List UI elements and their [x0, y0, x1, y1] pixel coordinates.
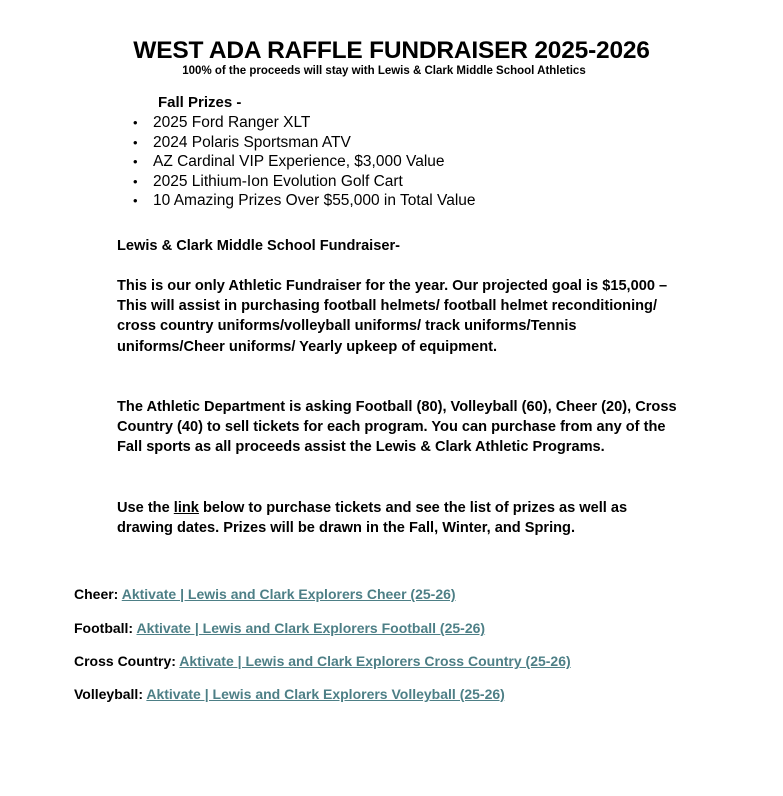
football-ticket-link[interactable]: Aktivate | Lewis and Clark Explorers Football (25-26) — [136, 620, 486, 636]
inline-link-word: link — [173, 500, 199, 516]
bullet-icon: • — [133, 115, 138, 130]
bullet-icon: • — [133, 193, 138, 208]
cheer-link-row — [74, 584, 456, 604]
bullet-icon: • — [133, 154, 138, 169]
volleyball-label: Volleyball: — [74, 686, 143, 702]
list-item: • 2025 Lithium-Ion Evolution Golf Cart — [133, 172, 403, 190]
football-label: Football: — [74, 620, 134, 636]
cross-country-label: Cross Country: — [74, 653, 176, 669]
cross-country-link-row — [74, 651, 571, 671]
bullet-icon: • — [133, 173, 138, 189]
list-item: • 2025 Ford Ranger XLT — [133, 114, 311, 131]
list-item: • 10 Amazing Prizes Over $55,000 in Total Value — [133, 192, 476, 209]
fundraiser-goal-paragraph: This is our only Athletic Fundraiser for the year. Our projected goal is $15,000 – This will assist in purchasing football helmets/ football helmet reconditioning/ cross country uniforms/volleyball uniforms/ track uniforms/Tennis uniforms/Cheer uniforms/ Yearly upkeep of equipment. — [117, 278, 668, 355]
document-title: WEST ADA RAFFLE FUNDRAISER 2025-2026 — [133, 37, 650, 64]
fall-prizes-list — [133, 113, 476, 211]
fundraiser-heading: Lewis & Clark Middle School Fundraiser- — [117, 238, 401, 254]
volleyball-ticket-link[interactable]: Aktivate | Lewis and Clark Explorers Volleyball (25-26) — [146, 686, 505, 702]
list-item: • 2024 Polaris Sportsman ATV — [133, 133, 351, 151]
volleyball-link-row — [74, 684, 505, 704]
football-link-row — [74, 618, 485, 638]
purchase-instructions-paragraph: Use the link below to purchase tickets and see the list of prizes as well as drawing dates. Prizes will be drawn in the Fall, Winter, and Spring. — [117, 500, 628, 537]
cheer-ticket-link[interactable]: Aktivate | Lewis and Clark Explorers Cheer (25-26) — [121, 586, 456, 602]
bullet-icon: • — [133, 134, 138, 150]
list-item: • AZ Cardinal VIP Experience, $3,000 Value — [133, 153, 445, 170]
fall-prizes-heading: Fall Prizes - — [158, 94, 242, 111]
document-subtitle: 100% of the proceeds will stay with Lewis & Clark Middle School Athletics — [182, 65, 586, 77]
cheer-label: Cheer: — [74, 586, 119, 602]
cross-country-ticket-link[interactable]: Aktivate | Lewis and Clark Explorers Cross Country (25-26) — [179, 653, 571, 669]
ticket-quota-paragraph: The Athletic Department is asking Football (80), Volleyball (60), Cheer (20), Cross Country (40) to sell tickets for each program. You can purchase from any of the Fall sports as all proceeds assist the Lewis & Clark Athletic Programs. — [117, 399, 677, 456]
